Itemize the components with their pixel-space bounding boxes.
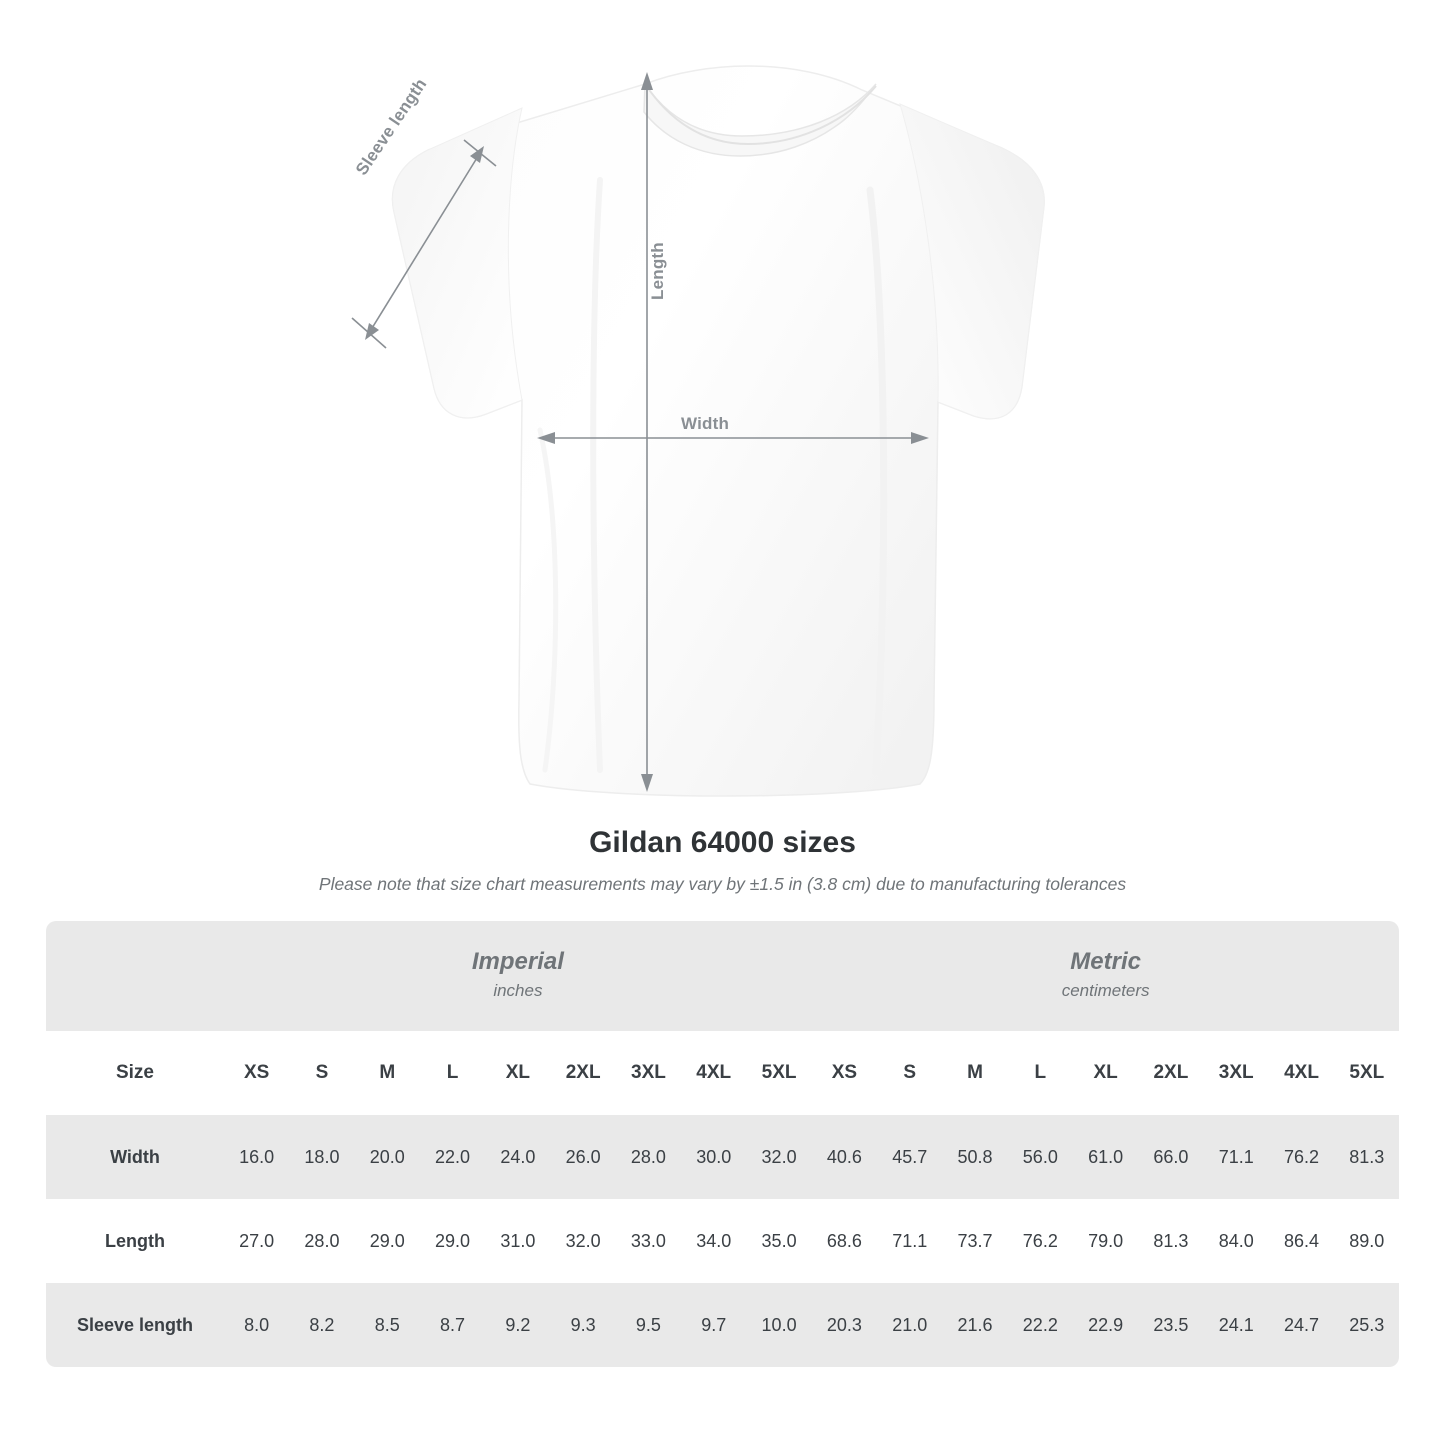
size-table-wrapper [46,921,1399,1367]
cell-length: 29.0 [355,1199,420,1283]
size-header-cell: 4XL [681,1031,746,1115]
cell-length: 28.0 [289,1199,354,1283]
page-title: Gildan 64000 sizes [589,826,856,859]
cell-sleeve: 8.7 [420,1283,485,1367]
cell-length: 32.0 [550,1199,615,1283]
row-label-width: Width [46,1115,224,1199]
cell-length: 89.0 [1334,1199,1399,1283]
imperial-name: Imperial [471,948,564,976]
cell-sleeve: 23.5 [1138,1283,1203,1367]
row-label-length: Length [46,1199,224,1283]
cell-length: 29.0 [420,1199,485,1283]
cell-sleeve: 20.3 [812,1283,877,1367]
size-header-cell: M [942,1031,1007,1115]
cell-sleeve: 9.5 [616,1283,681,1367]
size-header-row [46,1031,1399,1115]
sleeve-length-label: Sleeve length [352,74,431,179]
size-header-cell: M [355,1031,420,1115]
cell-length: 76.2 [1008,1199,1073,1283]
size-header-cell: 4XL [1269,1031,1334,1115]
size-header-cell: 3XL [1204,1031,1269,1115]
title-block [0,826,1445,895]
unit-header-spacer [46,921,224,1031]
size-header-cell: 5XL [746,1031,811,1115]
cell-width: 45.7 [877,1115,942,1199]
cell-sleeve: 9.2 [485,1283,550,1367]
unit-header-row [46,921,1399,1031]
size-header-cell: 2XL [550,1031,615,1115]
metric-sub: centimeters [1061,981,1150,1001]
table-row-length [46,1199,1399,1283]
cell-length: 81.3 [1138,1199,1203,1283]
size-header-cell: S [877,1031,942,1115]
size-header-cell: 2XL [1138,1031,1203,1115]
cell-width: 76.2 [1269,1115,1334,1199]
size-header-cell: L [1008,1031,1073,1115]
size-header-cell: XS [812,1031,877,1115]
cell-width: 56.0 [1008,1115,1073,1199]
cell-width: 18.0 [289,1115,354,1199]
cell-sleeve: 9.7 [681,1283,746,1367]
size-header-cell: XL [1073,1031,1138,1115]
cell-length: 71.1 [877,1199,942,1283]
cell-width: 40.6 [812,1115,877,1199]
cell-length: 84.0 [1204,1199,1269,1283]
cell-width: 16.0 [224,1115,289,1199]
row-label-sleeve-length: Sleeve length [46,1283,224,1367]
cell-width: 26.0 [550,1115,615,1199]
cell-sleeve: 8.0 [224,1283,289,1367]
width-label: Width [681,414,730,433]
tolerance-note: Please note that size chart measurements may vary by ±1.5 in (3.8 cm) due to manufacturing tolerances [318,874,1127,894]
size-header-label: Size [46,1031,224,1115]
size-header-cell: 3XL [616,1031,681,1115]
size-header-cell: 5XL [1334,1031,1399,1115]
cell-sleeve: 21.6 [942,1283,1007,1367]
cell-width: 28.0 [616,1115,681,1199]
cell-length: 79.0 [1073,1199,1138,1283]
cell-width: 22.0 [420,1115,485,1199]
cell-length: 31.0 [485,1199,550,1283]
imperial-sub: inches [493,981,543,1001]
size-header-cell: XS [224,1031,289,1115]
cell-length: 73.7 [942,1199,1007,1283]
metric-name: Metric [1070,948,1141,976]
size-header-cell: L [420,1031,485,1115]
size-header-cell: XL [485,1031,550,1115]
cell-length: 33.0 [616,1199,681,1283]
cell-width: 66.0 [1138,1115,1203,1199]
cell-sleeve: 8.5 [355,1283,420,1367]
cell-sleeve: 22.9 [1073,1283,1138,1367]
cell-width: 30.0 [681,1115,746,1199]
cell-sleeve: 9.3 [550,1283,615,1367]
cell-length: 86.4 [1269,1199,1334,1283]
unit-group-imperial [224,921,812,1031]
cell-width: 20.0 [355,1115,420,1199]
size-header-cell: S [289,1031,354,1115]
cell-sleeve: 25.3 [1334,1283,1399,1367]
cell-width: 24.0 [485,1115,550,1199]
cell-sleeve: 10.0 [746,1283,811,1367]
cell-sleeve: 24.1 [1204,1283,1269,1367]
cell-length: 34.0 [681,1199,746,1283]
cell-length: 27.0 [224,1199,289,1283]
length-label: Length [648,242,667,300]
cell-length: 68.6 [812,1199,877,1283]
cell-sleeve: 21.0 [877,1283,942,1367]
cell-sleeve: 8.2 [289,1283,354,1367]
cell-width: 32.0 [746,1115,811,1199]
table-row-width [46,1115,1399,1199]
cell-width: 81.3 [1334,1115,1399,1199]
cell-width: 50.8 [942,1115,1007,1199]
size-table [46,921,1399,1367]
cell-width: 61.0 [1073,1115,1138,1199]
table-row-sleeve-length [46,1283,1399,1367]
cell-sleeve: 22.2 [1008,1283,1073,1367]
unit-group-metric [812,921,1400,1031]
cell-length: 35.0 [746,1199,811,1283]
cell-width: 71.1 [1204,1115,1269,1199]
cell-sleeve: 24.7 [1269,1283,1334,1367]
